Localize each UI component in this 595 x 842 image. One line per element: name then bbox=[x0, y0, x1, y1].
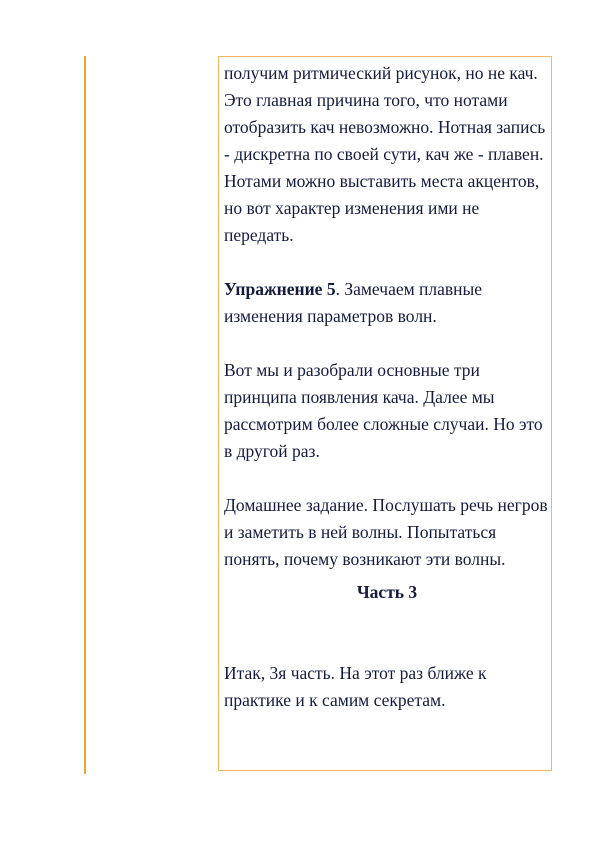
paragraph-1: получим ритмический рисунок, но не кач. Это главная причина того, что нотами отобразить кач невозможно. Нотная запись - дискретна по своей сути, кач же - плавен. Нотами можно выставить места акцентов, но вот характер изменения ими не передать. bbox=[224, 63, 546, 245]
page-content bbox=[224, 60, 550, 714]
exercise-label: Упражнение 5 bbox=[224, 279, 336, 299]
paragraph-4: Домашнее задание. Послушать речь негров и заметить в ней волны. Попытаться понять, почему возникают эти волны. bbox=[224, 495, 548, 569]
section-heading: Часть 3 bbox=[356, 582, 418, 602]
left-margin-rule bbox=[84, 56, 86, 774]
paragraph-3: Вот мы и разобрали основные три принципа появления кача. Далее мы рассмотрим более сложные случаи. Но это в другой раз. bbox=[224, 360, 543, 461]
exercise-text: . Замечаем плавные изменения параметров волн. bbox=[224, 279, 483, 326]
paragraph-5: Итак, 3я часть. На этот раз ближе к практике и к самим секретам. bbox=[224, 663, 487, 710]
paragraph-exercise bbox=[224, 276, 550, 330]
